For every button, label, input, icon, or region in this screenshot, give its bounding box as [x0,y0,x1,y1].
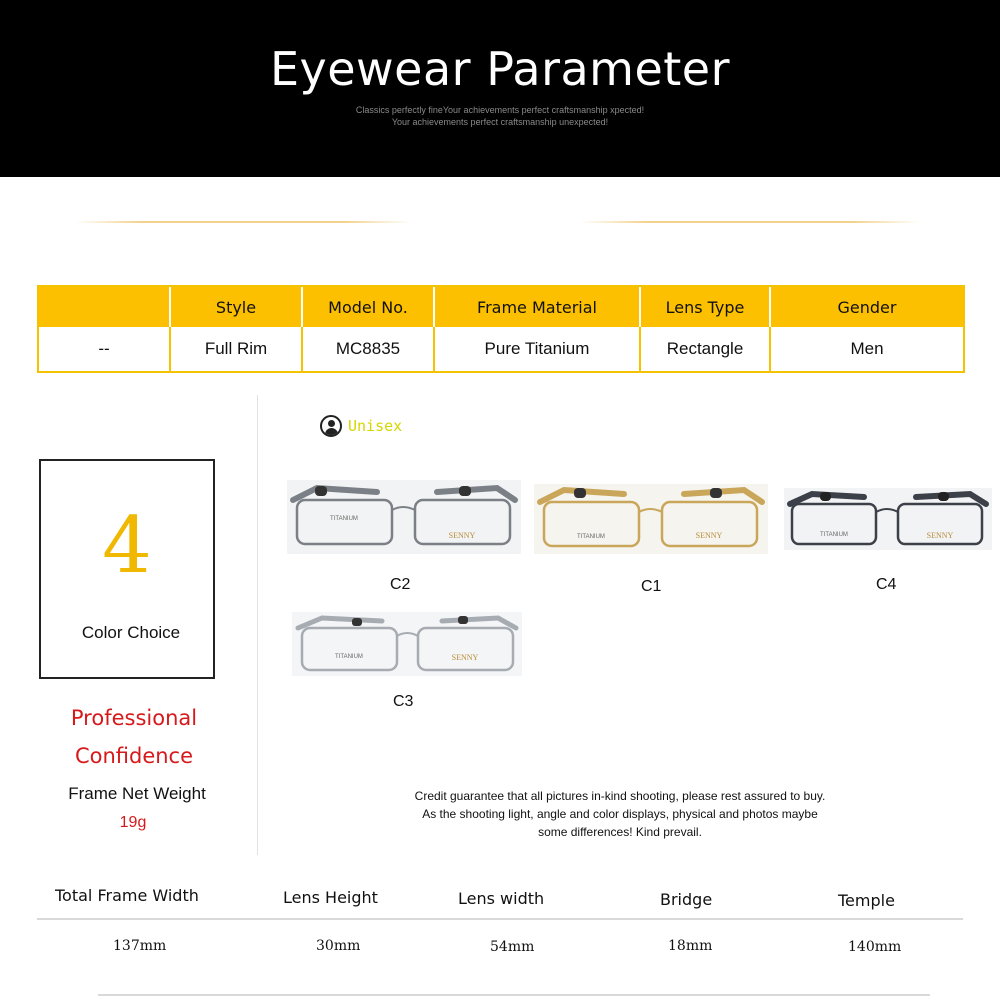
glasses-image-c3[interactable] [292,612,522,676]
tagline-professional: Professional [70,706,198,730]
vertical-divider [257,395,258,855]
spec-header-gender: Gender [837,297,897,317]
color-count-box [39,459,215,679]
spec-value-lens-type: Rectangle [641,327,771,371]
glasses-image-c1[interactable] [534,484,768,554]
glasses-c3-icon [292,612,522,676]
person-icon [320,415,342,437]
glasses-image-c4[interactable] [784,488,992,550]
glasses-c4-icon [784,488,992,550]
spec-table-row [39,327,963,371]
color-count: 4 [102,501,152,591]
measure-value-lens-height: 30mm [316,938,361,954]
header-banner [0,0,1000,177]
svg-text:SENNY: SENNY [448,531,476,540]
svg-text:SENNY: SENNY [926,531,954,540]
notice-line-2: As the shooting light, angle and color displays, physical and photos maybe [422,807,818,821]
svg-text:SENNY: SENNY [451,653,479,662]
unisex-badge [320,415,402,437]
svg-text:TITANIUM: TITANIUM [820,532,848,538]
measure-header-lens-width: Lens width [458,889,545,908]
spec-value-style: Full Rim [171,327,303,371]
notice-line-3: some differences! Kind prevail. [538,825,702,839]
measure-header-lens-height: Lens Height [283,888,378,907]
spec-value-material: Pure Titanium [435,327,641,371]
frame-weight-value: 19g [119,814,147,831]
measure-value-frame-width: 137mm [113,938,167,954]
spec-value-blank: -- [39,327,171,371]
glasses-c2-icon [287,480,521,554]
measure-value-lens-width: 54mm [490,939,535,955]
header-subtitle-1: Classics perfectly fineYour achievements perfect craftsmanship xpected! [355,105,645,115]
spec-header-cell [39,287,171,327]
bottom-divider [98,994,930,996]
decorative-divider-left [75,221,411,223]
spec-table-header [39,287,963,327]
measure-value-bridge: 18mm [668,938,713,954]
spec-header-model: Model No. [303,287,435,327]
decorative-divider-right [580,221,920,223]
header-subtitle-2: Your achievements perfect craftsmanship unexpected! [391,117,609,127]
tagline-confidence: Confidence [74,744,194,768]
spec-header-lens-type: Lens Type [641,287,771,327]
notice-line-1: Credit guarantee that all pictures in-kind shooting, please rest assured to buy. [414,789,826,803]
svg-text:TITANIUM: TITANIUM [577,534,605,540]
page-title: Eyewear Parameter [269,42,731,96]
svg-text:SENNY: SENNY [695,531,723,540]
measure-header-frame-width: Total Frame Width [55,886,199,905]
variant-label-c2: C2 [390,576,411,593]
measure-value-temple: 140mm [848,939,902,955]
variant-label-c1: C1 [641,578,662,595]
variant-label-c3: C3 [393,693,414,710]
measure-header-temple: Temple [838,891,895,910]
spec-value-model: MC8835 [303,327,435,371]
spec-header-material: Frame Material [435,287,641,327]
spec-table [37,285,965,373]
glasses-c1-icon [534,484,768,554]
color-choice-label: Color Choice [81,623,181,642]
measure-header-bridge: Bridge [660,890,713,909]
spec-value-gender: Men [850,339,884,358]
frame-weight-label: Frame Net Weight [68,784,206,803]
svg-text:TITANIUM: TITANIUM [330,516,358,522]
glasses-image-c2[interactable] [287,480,521,554]
svg-text:TITANIUM: TITANIUM [335,654,363,660]
measure-divider [37,918,963,920]
spec-header-style: Style [171,287,303,327]
unisex-label: Unisex [348,417,403,435]
variant-label-c4: C4 [876,576,897,593]
